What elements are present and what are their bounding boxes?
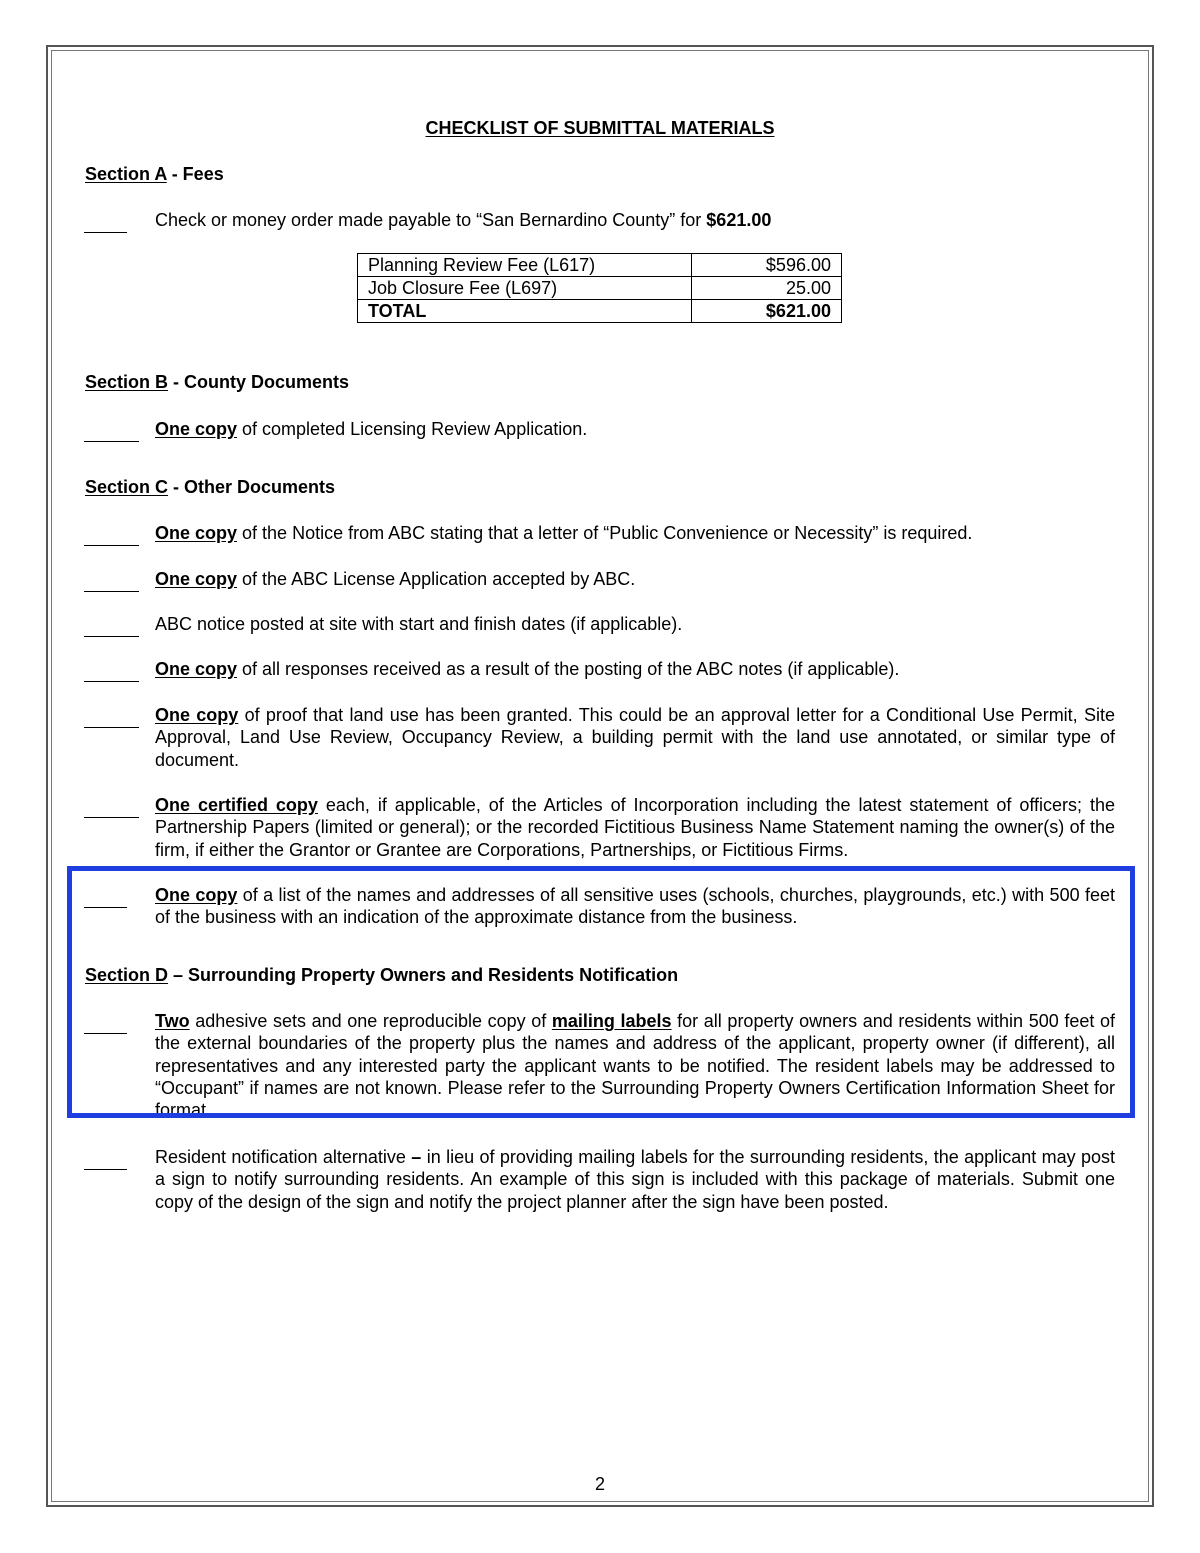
page-number: 2 (594, 1474, 605, 1494)
check-item: Check or money order made payable to “San Bernardino County” for $621.00 (155, 210, 772, 230)
fee-label: Job Closure Fee (L697) (358, 277, 692, 300)
section-a-heading: Section A - Fees (85, 164, 224, 184)
section-c-heading: Section C - Other Documents (85, 477, 336, 497)
section-d-heading: Section D – Surrounding Property Owners and Residents Notification (85, 965, 679, 985)
table-row-total (358, 300, 842, 323)
c2-item: One copy of the ABC License Application accepted by ABC. (155, 569, 636, 589)
table-row (358, 277, 842, 300)
d1-item: Two adhesive sets and one reproducible copy of mailing labels for all property owners and residents within 500 feet of the external boundaries of the property plus the names and address of the applicant, property owner (if different), all representatives and any interested party the applicant wants to be notified. The resident labels may be addressed to “Occupant” if names are not known. Please refer to the Surrounding Property Owners Certification Information Sheet for format. (155, 1011, 1116, 1121)
c1-item: One copy of the Notice from ABC stating that a letter of “Public Convenience or Necessity” is required. (155, 523, 973, 543)
fee-table (357, 253, 842, 323)
total-label: TOTAL (358, 300, 692, 323)
b1-item: One copy of completed Licensing Review Application. (155, 419, 588, 439)
c3-item: ABC notice posted at site with start and finish dates (if applicable). (155, 614, 683, 634)
fee-label: Planning Review Fee (L617) (358, 254, 692, 277)
c5-item: One copy of proof that land use has been granted. This could be an approval letter for a Conditional Use Permit, Site Approval, Land Use Review, Occupancy Review, a building permit with the land use annotated, or similar type of document. (155, 705, 1115, 770)
page-title: CHECKLIST OF SUBMITTAL MATERIALS (425, 118, 775, 138)
table-row (358, 254, 842, 277)
c6-item: One certified copy each, if applicable, of the Articles of Incorporation including the latest statement of officers; the Partnership Papers (limited or general); or the recorded Fictitious Business Name Statement naming the owner(s) of the firm, if either the Grantor or Grantee are Corporations, Partnerships, or Fictitious Firms. (155, 795, 1116, 860)
fee-amount: 25.00 (692, 277, 842, 300)
c4-item: One copy of all responses received as a result of the posting of the ABC notes (if applicable). (155, 659, 900, 679)
c7-item: One copy of a list of the names and addresses of all sensitive uses (schools, churches, playgrounds, etc.) with 500 feet of the business with an indication of the approximate distance from the business. (155, 885, 1115, 928)
fee-amount: $596.00 (692, 254, 842, 277)
total-amount: $621.00 (692, 300, 842, 323)
section-b-heading: Section B - County Documents (85, 372, 350, 392)
d2-item: Resident notification alternative – in lieu of providing mailing labels for the surrounding residents, the applicant may post a sign to notify surrounding residents. An example of this sign is included with this package of materials. Submit one copy of the design of the sign and notify the project planner after the sign have been posted. (155, 1147, 1115, 1212)
highlight-box (67, 866, 1135, 1118)
